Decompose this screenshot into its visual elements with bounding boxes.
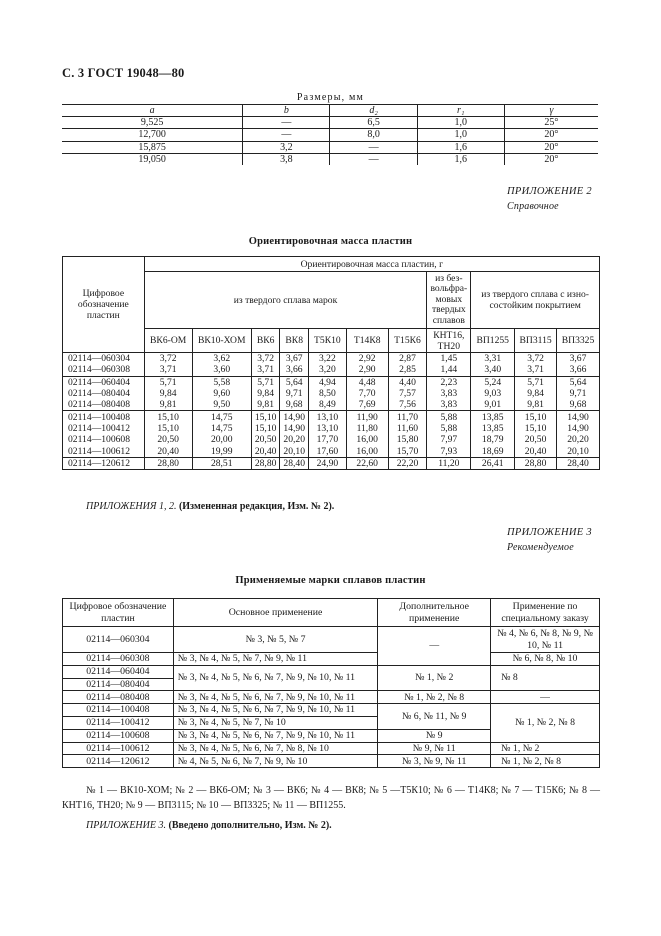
mass-cell: 15,10: [515, 423, 557, 434]
mass-cell: 16,00: [346, 434, 388, 445]
code-cell: 02114—060304: [63, 353, 145, 365]
column-header-mass: Ориентировочная масса пластин, г: [144, 257, 599, 272]
grades-note-text: (Введено дополнительно, Изм. № 2).: [168, 820, 332, 831]
sizes-caption: Размеры, мм: [296, 92, 365, 103]
table-row: [63, 411, 600, 423]
mass-cell: 3,83: [427, 388, 471, 399]
mass-cell: 3,67: [557, 353, 600, 365]
code-cell: 02114—100612: [63, 742, 174, 755]
mass-cell: 9,71: [557, 388, 600, 399]
table-header-row: [62, 105, 598, 117]
extra-cell: № 6, № 11, № 9: [378, 704, 491, 730]
main-cell: № 4, № 5, № 6, № 7, № 9, № 10: [173, 755, 377, 768]
extra-cell: № 9, № 11: [378, 742, 491, 755]
column-header: Дополнительное применение: [378, 599, 491, 627]
grade-header: ВП3115: [515, 329, 557, 353]
grade-header: ВК6-ОМ: [144, 329, 192, 353]
table-row: [63, 457, 600, 469]
grades-note-label: ПРИЛОЖЕНИЕ 3.: [86, 820, 166, 831]
code-cell: 02114—100608: [63, 729, 174, 742]
code-cell: 02114—100612: [63, 445, 145, 457]
code-cell: 02114—100408: [63, 411, 145, 423]
special-cell: № 1, № 2, № 8: [491, 704, 600, 742]
mass-cell: 19,99: [192, 445, 251, 457]
grade-header: Т14К8: [346, 329, 388, 353]
mass-cell: 9,81: [515, 399, 557, 411]
mass-cell: 18,79: [471, 434, 515, 445]
mass-cell: 5,64: [280, 376, 309, 388]
grade-header: КНТ16, ТН20: [427, 329, 471, 353]
extra-cell: № 9: [378, 729, 491, 742]
code-cell: 02114—060404: [63, 665, 174, 678]
table-cell: 20°: [504, 153, 598, 165]
table-cell: 3,8: [243, 153, 330, 165]
appendix3-title: ПРИЛОЖЕНИЕ 3: [507, 527, 592, 538]
special-cell: № 1, № 2: [491, 742, 600, 755]
mass-cell: 14,90: [557, 411, 600, 423]
grade-header: Т5К10: [309, 329, 347, 353]
extra-cell: № 3, № 9, № 11: [378, 755, 491, 768]
mass-cell: 22,60: [346, 457, 388, 469]
mass-cell: 7,69: [346, 399, 388, 411]
table-row: [63, 364, 600, 376]
mass-cell: 3,40: [471, 364, 515, 376]
grade-header: ВП1255: [471, 329, 515, 353]
table-row: [62, 129, 598, 141]
mass-cell: 5,58: [192, 376, 251, 388]
table-cell: 1,0: [417, 117, 504, 129]
table-row: [62, 153, 598, 165]
code-cell: 02114—060308: [63, 653, 174, 666]
mass-cell: 3,71: [515, 364, 557, 376]
code-cell: 02114—100408: [63, 704, 174, 717]
table-cell: 3,2: [243, 141, 330, 153]
mass-cell: 24,90: [309, 457, 347, 469]
table-row: [63, 376, 600, 388]
mass-cell: 2,23: [427, 376, 471, 388]
table-row: [63, 399, 600, 411]
mass-cell: 13,85: [471, 423, 515, 434]
mass-cell: 14,75: [192, 411, 251, 423]
mass-cell: 15,80: [388, 434, 427, 445]
table-cell: —: [243, 117, 330, 129]
table-cell: 20°: [504, 141, 598, 153]
column-header: γ: [504, 105, 598, 117]
mass-cell: 20,20: [557, 434, 600, 445]
table-cell: —: [330, 141, 417, 153]
mass-cell: 20,50: [251, 434, 280, 445]
appendix3-subtitle: Рекомендуемое: [507, 542, 574, 553]
mass-cell: 2,85: [388, 364, 427, 376]
table-cell: 12,700: [62, 129, 243, 141]
mass-cell: 28,80: [515, 457, 557, 469]
table-cell: 1,6: [417, 153, 504, 165]
mass-cell: 28,80: [251, 457, 280, 469]
grades-table-title: Применяемые марки сплавов пластин: [235, 575, 426, 586]
grades-legend: № 1 — ВК10-ХОМ; № 2 — ВК6-ОМ; № 3 — ВК6; № 4 — ВК8; № 5 —Т5К10; № 6 — Т14К8; № 7 — Т15К6; № 8 — КНТ16, ТН20; № 9 — ВП3115; № 10 — ВП3325; № 11 — ВП1255.: [62, 785, 600, 811]
mass-cell: 5,71: [515, 376, 557, 388]
appendix2-subtitle: Справочное: [507, 201, 559, 212]
mass-cell: 2,90: [346, 364, 388, 376]
page-header: С. 3 ГОСТ 19048—80: [62, 66, 185, 80]
mass-cell: 16,00: [346, 445, 388, 457]
mass-cell: 11,70: [388, 411, 427, 423]
grade-header: ВК6: [251, 329, 280, 353]
mass-cell: 3,83: [427, 399, 471, 411]
mass-cell: 9,84: [515, 388, 557, 399]
table-row: [63, 434, 600, 445]
mass-cell: 14,90: [280, 423, 309, 434]
mass-cell: 3,20: [309, 364, 347, 376]
mass-cell: 9,71: [280, 388, 309, 399]
group-header-hard: из твердого сплава марок: [144, 272, 427, 329]
mass-cell: 3,66: [557, 364, 600, 376]
sizes-table: [62, 104, 598, 165]
table-row: [62, 141, 598, 153]
table-row: [63, 353, 600, 365]
mass-cell: 20,40: [251, 445, 280, 457]
grade-header: ВП3325: [557, 329, 600, 353]
mass-cell: 3,72: [144, 353, 192, 365]
mass-cell: 3,67: [280, 353, 309, 365]
code-cell: 02114—100412: [63, 716, 174, 729]
table-cell: —: [330, 153, 417, 165]
table-cell: 19,050: [138, 153, 166, 165]
mass-cell: 5,24: [471, 376, 515, 388]
mass-cell: 20,20: [280, 434, 309, 445]
mass-cell: 3,71: [251, 364, 280, 376]
column-header: a: [62, 105, 243, 117]
mass-cell: 7,93: [427, 445, 471, 457]
mass-table-body: [63, 353, 600, 470]
mass-cell: 5,71: [251, 376, 280, 388]
mass-cell: 7,56: [388, 399, 427, 411]
code-cell: 02114—120612: [63, 755, 174, 768]
appendix2-title: ПРИЛОЖЕНИЕ 2: [507, 186, 592, 197]
code-cell: 02114—060404: [63, 376, 145, 388]
mass-cell: 7,97: [427, 434, 471, 445]
grade-header: Т15К6: [388, 329, 427, 353]
mass-cell: 15,10: [515, 411, 557, 423]
mass-cell: 20,00: [192, 434, 251, 445]
special-cell: № 6, № 8, № 10: [491, 653, 600, 666]
mass-cell: 3,60: [192, 364, 251, 376]
mass-cell: 11,80: [346, 423, 388, 434]
code-cell: 02114—100412: [63, 423, 145, 434]
mass-cell: 5,88: [427, 423, 471, 434]
extra-cell: —: [378, 627, 491, 666]
mass-cell: 9,81: [144, 399, 192, 411]
table-cell: 25°: [504, 117, 598, 129]
mass-note-text: (Измененная редакция, Изм. № 2).: [178, 501, 335, 512]
table-row: [63, 388, 600, 399]
mass-cell: 15,10: [144, 411, 192, 423]
mass-cell: 14,90: [557, 423, 600, 434]
column-header-code: Цифровое обозначение пластин: [63, 257, 145, 353]
mass-cell: 1,45: [427, 353, 471, 365]
mass-cell: 9,84: [144, 388, 192, 399]
table-cell: 20°: [504, 129, 598, 141]
mass-cell: 3,71: [144, 364, 192, 376]
main-cell: № 3, № 4, № 5, № 6, № 7, № 9, № 10, № 11: [173, 729, 377, 742]
main-cell: № 3, № 5, № 7: [173, 627, 377, 653]
main-cell: № 3, № 4, № 5, № 7, № 10: [173, 716, 377, 729]
mass-cell: 9,68: [280, 399, 309, 411]
mass-note-label: ПРИЛОЖЕНИЯ 1, 2.: [86, 501, 177, 512]
special-cell: —: [491, 691, 600, 704]
special-cell: № 1, № 2, № 8: [491, 755, 600, 768]
group-header-wear-resistant: из твердого сплава с изно-состойким покрытием: [471, 272, 600, 329]
mass-cell: 9,01: [471, 399, 515, 411]
code-cell: 02114—060308: [63, 364, 145, 376]
mass-cell: 9,68: [557, 399, 600, 411]
mass-cell: 28,51: [192, 457, 251, 469]
table-cell: 8,0: [330, 129, 417, 141]
mass-cell: 13,10: [309, 411, 347, 423]
mass-cell: 11,60: [388, 423, 427, 434]
column-header: r₁: [417, 105, 504, 117]
column-header: Основное применение: [173, 599, 377, 627]
column-header: b: [243, 105, 330, 117]
main-cell: № 3, № 4, № 5, № 7, № 9, № 11: [173, 653, 377, 666]
mass-cell: 20,40: [144, 445, 192, 457]
grades-table: [62, 598, 600, 768]
table-cell: 15,875: [62, 141, 243, 153]
code-cell: 02114—080408: [63, 691, 174, 704]
mass-cell: 26,41: [471, 457, 515, 469]
mass-cell: 13,85: [471, 411, 515, 423]
mass-cell: 28,40: [557, 457, 600, 469]
mass-cell: 20,50: [515, 434, 557, 445]
mass-cell: 2,87: [388, 353, 427, 365]
main-cell: № 3, № 4, № 5, № 6, № 7, № 9, № 10, № 11: [173, 691, 377, 704]
main-cell: № 3, № 4, № 5, № 6, № 7, № 9, № 10, № 11: [173, 665, 377, 691]
table-cell: 1,0: [417, 129, 504, 141]
mass-cell: 3,31: [471, 353, 515, 365]
extra-cell: № 1, № 2, № 8: [378, 691, 491, 704]
mass-cell: 11,20: [427, 457, 471, 469]
special-cell: № 4, № 6, № 8, № 9, № 10, № 11: [491, 627, 600, 653]
mass-cell: 3,62: [192, 353, 251, 365]
mass-cell: 20,40: [515, 445, 557, 457]
code-cell: 02114—080408: [63, 399, 145, 411]
column-header: Цифровое обозначение пластин: [63, 599, 174, 627]
main-cell: № 3, № 4, № 5, № 6, № 7, № 9, № 10, № 11: [173, 704, 377, 717]
mass-cell: 5,71: [144, 376, 192, 388]
table-cell: 1,6: [417, 141, 504, 153]
mass-cell: 17,70: [309, 434, 347, 445]
mass-cell: 15,70: [388, 445, 427, 457]
mass-cell: 7,70: [346, 388, 388, 399]
mass-cell: 20,10: [557, 445, 600, 457]
mass-table-title: Ориентировочная масса пластин: [248, 236, 413, 247]
mass-cell: 9,03: [471, 388, 515, 399]
mass-note: [86, 499, 334, 514]
mass-cell: 18,69: [471, 445, 515, 457]
mass-cell: 28,80: [144, 457, 192, 469]
mass-cell: 15,10: [251, 423, 280, 434]
grade-header: ВК10-ХОМ: [192, 329, 251, 353]
mass-cell: 7,57: [388, 388, 427, 399]
table-row: [63, 423, 600, 434]
mass-cell: 17,60: [309, 445, 347, 457]
mass-cell: 28,40: [280, 457, 309, 469]
mass-cell: 3,66: [280, 364, 309, 376]
mass-cell: 14,90: [280, 411, 309, 423]
mass-cell: 15,10: [144, 423, 192, 434]
mass-cell: 8,50: [309, 388, 347, 399]
mass-cell: 3,72: [515, 353, 557, 365]
group-header-tungsten-free: из без-вольфра-мовых твердых сплавов: [427, 272, 471, 329]
mass-cell: 3,72: [251, 353, 280, 365]
special-cell: № 8: [491, 665, 600, 691]
mass-cell: 5,64: [557, 376, 600, 388]
mass-cell: 20,50: [144, 434, 192, 445]
table-row: [62, 117, 598, 129]
mass-cell: 9,81: [251, 399, 280, 411]
grades-note: [86, 818, 332, 833]
mass-cell: 4,94: [309, 376, 347, 388]
mass-cell: 20,10: [280, 445, 309, 457]
code-cell: 02114—060304: [63, 627, 174, 653]
table-cell: —: [243, 129, 330, 141]
mass-cell: 3,22: [309, 353, 347, 365]
column-header: d₂: [330, 105, 417, 117]
mass-cell: 1,44: [427, 364, 471, 376]
table-cell: 6,5: [330, 117, 417, 129]
mass-cell: 4,40: [388, 376, 427, 388]
mass-cell: 11,90: [346, 411, 388, 423]
mass-cell: 2,92: [346, 353, 388, 365]
table-cell: 9,525: [62, 117, 243, 129]
column-header: Применение по специальному заказу: [491, 599, 600, 627]
mass-cell: 5,88: [427, 411, 471, 423]
main-cell: № 3, № 4, № 5, № 6, № 7, № 8, № 10: [173, 742, 377, 755]
mass-cell: 14,75: [192, 423, 251, 434]
mass-cell: 4,48: [346, 376, 388, 388]
code-cell: 02114—100608: [63, 434, 145, 445]
extra-cell: № 1, № 2: [378, 665, 491, 691]
mass-cell: 9,60: [192, 388, 251, 399]
mass-cell: 13,10: [309, 423, 347, 434]
mass-cell: 9,50: [192, 399, 251, 411]
grade-header: ВК8: [280, 329, 309, 353]
mass-table: [62, 256, 600, 470]
mass-cell: 22,20: [388, 457, 427, 469]
code-cell: 02114—080404: [63, 388, 145, 399]
table-row: [63, 445, 600, 457]
mass-cell: 9,84: [251, 388, 280, 399]
code-cell: 02114—080404: [63, 678, 174, 691]
code-cell: 02114—120612: [63, 457, 145, 469]
mass-cell: 8,49: [309, 399, 347, 411]
mass-cell: 15,10: [251, 411, 280, 423]
